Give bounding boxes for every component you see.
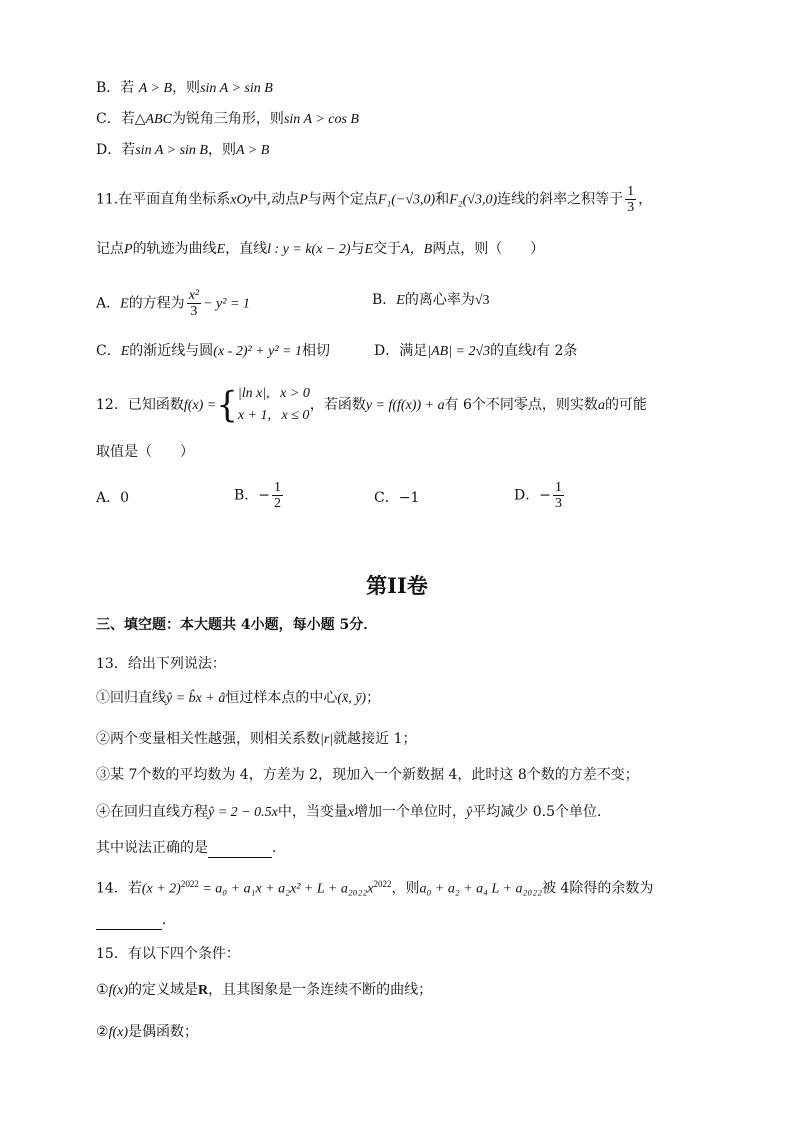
fraction-one-third-d: $\frac{1}{3}$ <box>554 480 562 511</box>
q12-option-c: C．−1 <box>374 490 420 506</box>
q13-statement-3: ③某 7个数的平均数为 4，方差为 2，现加入一个新数据 4，此时这 8个数的方差不变； <box>96 767 639 783</box>
q13-answer-line: 其中说法正确的是 ． <box>96 840 286 856</box>
q11-option-b: B．E的离心率为√3 <box>372 292 490 308</box>
piecewise-cases: |ln x|, x > 0 x + 1, x ≤ 0 <box>237 386 310 423</box>
q10-option-c: C．若△ABC为锐角三角形，则sin A > cos B <box>96 111 359 127</box>
q11-option-a: A．E的方程为 $\frac{\text{x²}}{3}$ − y² = 1 <box>96 288 250 319</box>
fraction-x2-over-3: $\frac{\text{x²}}{3}$ <box>188 288 200 319</box>
q10-option-b: B．若 A > B，则sin A > sin B <box>96 80 273 96</box>
q13-statement-4: ④在回归直线方程ŷ = 2 − 0.5x中，当变量x增加一个单位时，ŷ平均减少 0.5个单位． <box>96 804 611 820</box>
fraction-one-half: $\frac{1}{2}$ <box>274 480 282 511</box>
q12-stem-line2: 取值是（ ） <box>96 444 194 460</box>
q12-option-b: B．− $\frac{1}{2}$ <box>234 480 282 511</box>
q11-option-c: C．E的渐近线与圆(x - 2)² + y² = 1相切 <box>96 343 330 359</box>
part-title: 第II卷 <box>366 573 428 598</box>
q12-stem-line1: 12．已知函数f(x) ={ |ln x|, x > 0 x + 1, x ≤ 0 ，若函数y = f(f(x)) + a有 6个不同零点，则实数a的可能 <box>96 384 647 426</box>
answer-blank[interactable] <box>208 843 272 858</box>
q11-stem-line2: 记点P的轨迹为曲线E，直线l : y = k(x − 2)与E交于A，B两点，则（ ） <box>96 241 545 257</box>
q15-condition-1: ①f(x)的定义域是R，且其图象是一条连续不断的曲线； <box>96 982 433 998</box>
q13-statement-1: ①回归直线ŷ = b̂x + â恒过样本点的中心(x̄, ȳ)； <box>96 690 381 706</box>
section-heading: 三、填空题：本大题共 4小题，每小题 5分． <box>96 617 378 633</box>
q13-statement-2: ②两个变量相关性越强，则相关系数|r|就越接近 1； <box>96 731 417 747</box>
q15-condition-2: ②f(x)是偶函数； <box>96 1024 198 1040</box>
q14-answer-line: ． <box>96 910 176 930</box>
q14-stem: 14．若$(x + 2)^{2022} = a_0 + a_1x + a_2x^2 + L + a_{2022}x^{2022}$，则a₀ + a₂ + a₄ L + a₂₀₂₂被 4除得的余数为 <box>96 879 654 897</box>
answer-blank[interactable] <box>96 915 162 930</box>
fraction-one-third: $\frac{1}{3}$ <box>627 184 635 215</box>
q11-option-d: D．满足|AB| = 2√3的直线l有 2条 <box>374 343 578 359</box>
q12-option-d: D．− $\frac{1}{3}$ <box>514 480 562 511</box>
q10-option-d: D．若sin A > sin B，则A > B <box>96 142 270 158</box>
piecewise-brace: { <box>216 384 238 426</box>
q11-stem-line1: 11.在平面直角坐标系xOy中,动点P与两个定点F₁(−√3,0)和F₂(√3,0)连线的斜率之积等于 $\frac{1}{3}$ ， <box>96 184 653 215</box>
q12-option-a: A．0 <box>96 490 130 506</box>
q13-intro: 13．给出下列说法： <box>96 656 226 672</box>
q15-intro: 15．有以下四个条件： <box>96 946 240 962</box>
